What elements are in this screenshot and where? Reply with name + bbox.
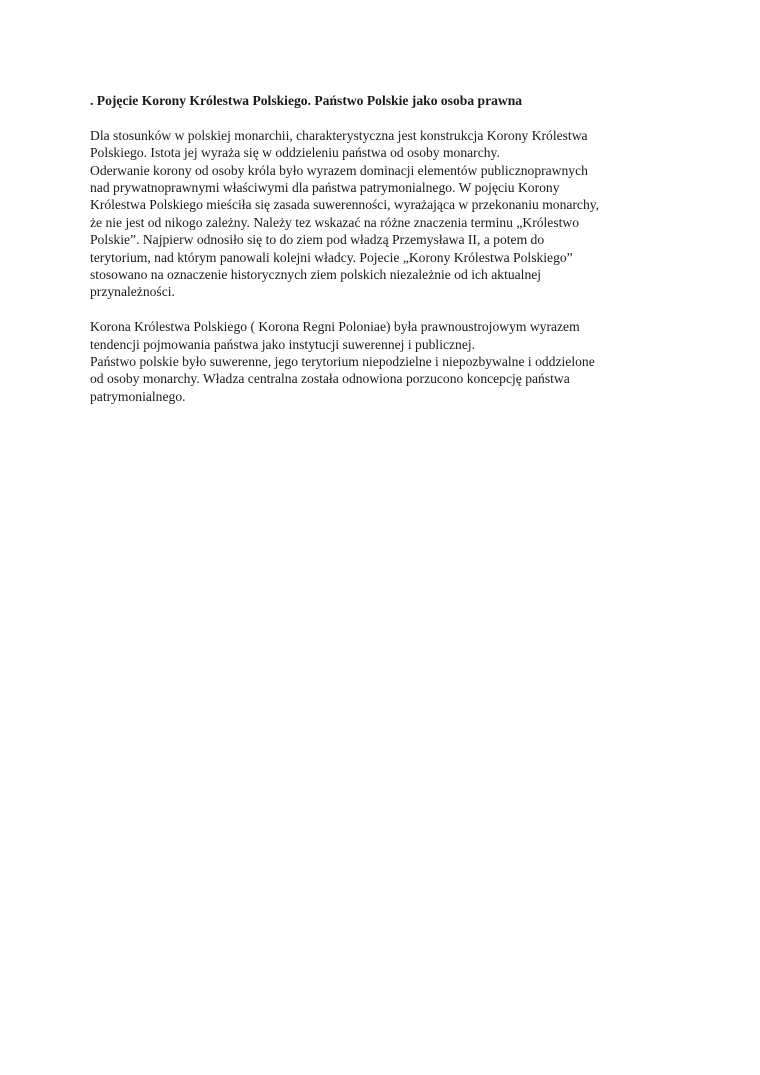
document-title: . Pojęcie Korony Królestwa Polskiego. Państwo Polskie jako osoba prawna — [90, 93, 523, 108]
text-line: od osoby monarchy. Władza centralna została odnowiona porzucono koncepcję państwa — [90, 371, 570, 387]
text-line: Dla stosunków w polskiej monarchii, charakterystyczna jest konstrukcja Korony Królestwa — [90, 127, 588, 143]
text-line: Państwo polskie było suwerenne, jego terytorium niepodzielne i niepozbywalne i oddzielone — [90, 354, 595, 370]
text-line: Polskie”. Najpierw odnosiło się to do ziem pod władzą Przemysława II, a potem do — [90, 232, 545, 248]
document-body — [90, 92, 680, 423]
text-line: Oderwanie korony od osoby króla było wyrazem dominacji elementów publicznoprawnych — [90, 162, 588, 178]
text-line: że nie jest od nikogo zależny. Należy tez wskazać na różne znaczenia terminu „Królestwo — [90, 214, 580, 230]
text-line: Polskiego. Istota jej wyraża się w oddzieleniu państwa od osoby monarchy. — [90, 145, 500, 161]
text-line: tendencji pojmowania państwa jako instytucji suwerennej i publicznej. — [90, 336, 476, 352]
text-line: nad prywatnoprawnymi właściwymi dla państwa patrymonialnego. W pojęciu Korony — [90, 180, 560, 196]
text-line: przynależności. — [90, 284, 175, 300]
text-line: terytorium, nad którym panowali kolejni władcy. Pojecie „Korony Królestwa Polskiego” — [90, 249, 573, 265]
text-line: Królestwa Polskiego mieściła się zasada suwerenności, wyrażająca w przekonaniu monarchy, — [90, 197, 600, 213]
text-line: stosowano na oznaczenie historycznych ziem polskich niezależnie od ich aktualnej — [90, 267, 542, 283]
paragraph-1 — [90, 127, 680, 301]
text-line: Korona Królestwa Polskiego ( Korona Regni Poloniae) była prawnoustrojowym wyrazem — [90, 319, 580, 335]
paragraph-2 — [90, 318, 680, 405]
text-line: patrymonialnego. — [90, 388, 186, 404]
